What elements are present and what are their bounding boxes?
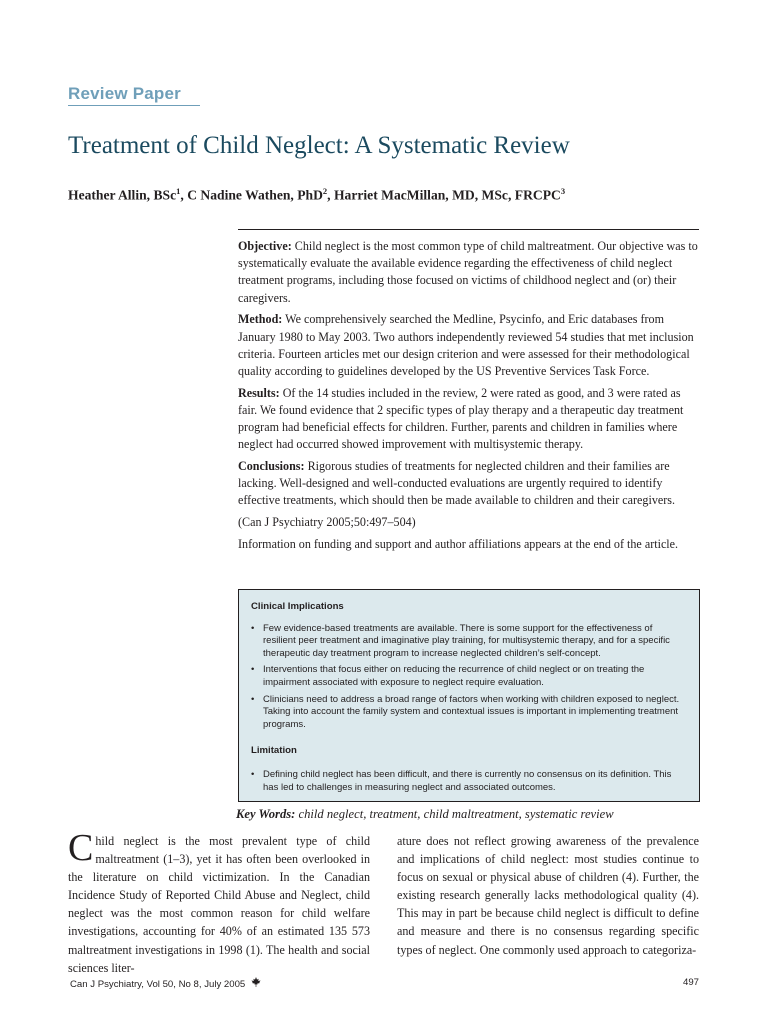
limitation-item: • Defining child neglect has been difficult, and there is currently no consensus on its definition. This has led to challenges in measuring neglect and associated outcomes.	[251, 769, 687, 794]
abstract-citation: (Can J Psychiatry 2005;50:497–504)	[238, 515, 416, 530]
author-name: Heather Allin, BSc	[68, 187, 177, 203]
limitation-heading: Limitation	[251, 745, 297, 757]
body-paragraph: ature does not reflect growing awareness of the prevalence and implications of child neglect: most studies continue to focus on sexual or physical abuse of children (4). Further, the existing research generally lacks methodological quality (4). This may in part be because child neglect is difficult to define and measure and there is no consensus regarding specific types of neglect. One commonly used approach to categoriza-	[397, 834, 699, 957]
abstract-conclusions	[238, 458, 700, 510]
drop-cap: C	[68, 827, 94, 869]
abstract-results	[238, 385, 700, 454]
page-number: 497	[682, 977, 699, 988]
body-text: hild neglect is the most prevalent type of child maltreatment (1–3), yet it has often been overlooked in the literature on child victimization. In the Canadian Incidence Study of Reported Child Abuse and Neglect, child neglect was the most common reason for child welfare investigations, accounting for 40% of an estimated 135 573 maltreatment investigations in 1998 (1). The health and social sciences liter-	[68, 834, 370, 975]
clinical-implications-heading: Clinical Implications	[251, 601, 344, 612]
abstract-objective	[238, 238, 700, 307]
section-label-underline	[68, 105, 200, 106]
abstract	[238, 238, 700, 557]
author-list: Heather Allin, BSc$^1$, C Nadine Wathen, PhD$^2$, Harriet MacMillan, MD, MSc, FRCPC$^3$	[68, 186, 566, 203]
author-name: C Nadine Wathen, PhD	[187, 187, 323, 203]
abstract-label: Results:	[238, 385, 280, 400]
key-words-label: Key Words:	[236, 807, 296, 821]
section-label: Review Paper	[68, 84, 181, 103]
abstract-divider	[238, 229, 699, 230]
clinical-implication-item: • Clinicians need to address a broad range of factors when working with children exposed to neglect. Taking into account the family system and contextual issues is important in implementing treatment programs.	[251, 694, 687, 732]
abstract-text: Of the 14 studies included in the review, 2 were rated as good, and 3 were rated as fair. We found evidence that 2 specific types of play therapy and a therapeutic day treatment program had beneficial effects for children. Further, parents and children in families where neglect had occurred showed improvement with multisystemic therapy.	[238, 385, 684, 452]
body-paragraph	[68, 827, 370, 977]
article-title: Treatment of Child Neglect: A Systematic Review	[68, 132, 570, 159]
clinical-implication-item: • Interventions that focus either on reducing the recurrence of child neglect or on treating the impairment associated with exposure to neglect require evaluation.	[251, 664, 687, 689]
author-name: Harriet MacMillan, MD, MSc, FRCPC	[333, 187, 561, 203]
abstract-label: Conclusions:	[238, 458, 305, 473]
abstract-text: Rigorous studies of treatments for neglected children and their families are lacking. Well-designed and well-conducted evaluations are urgently required to identify effective treatments, which should then be made available to children and their caregivers.	[238, 458, 675, 508]
clinical-implication-item: • Few evidence-based treatments are available. There is some support for the effectiveness of resilient peer treatment and imaginative play training, for multisystemic therapy, and for a specific therapeutic day treatment program to increase neglected children’s self-concept.	[251, 623, 687, 661]
key-words	[236, 807, 614, 822]
abstract-label: Objective:	[238, 239, 292, 253]
abstract-label: Method:	[238, 312, 283, 327]
author-affiliation-mark: 1	[176, 186, 181, 196]
clinical-implications-list	[251, 623, 687, 732]
abstract-text: We comprehensively searched the Medline, Psycinfo, and Eric databases from January 1980 to May 2003. Two authors independently reviewed 54 studies that met inclusion criteria. Fourteen articles met our design criterion and were assessed for their methodological quality according to guidelines developed by the US Preventive Services Task Force.	[238, 312, 694, 378]
maple-leaf-icon	[251, 977, 261, 990]
author-affiliation-mark: 3	[560, 186, 566, 196]
key-words-text: child neglect, treatment, child maltreatment, systematic review	[298, 807, 614, 821]
author-affiliation-mark: 2	[322, 186, 328, 196]
footer-journal-citation: Can J Psychiatry, Vol 50, No 8, July 2005	[70, 979, 246, 990]
body-column-right	[397, 832, 699, 959]
limitation-list	[251, 769, 687, 794]
abstract-method	[238, 311, 700, 380]
abstract-text: Child neglect is the most common type of child maltreatment. Our objective was to systematically evaluate the available evidence regarding the effectiveness of child neglect treatment programs, including those focused on victims of childhood neglect and (or) their caregivers.	[238, 239, 698, 305]
body-column-left	[68, 827, 370, 977]
clinical-implications-box	[238, 589, 700, 802]
footer-journal	[70, 977, 261, 990]
abstract-funding-note: Information on funding and support and author affiliations appears at the end of the article.	[238, 536, 679, 551]
